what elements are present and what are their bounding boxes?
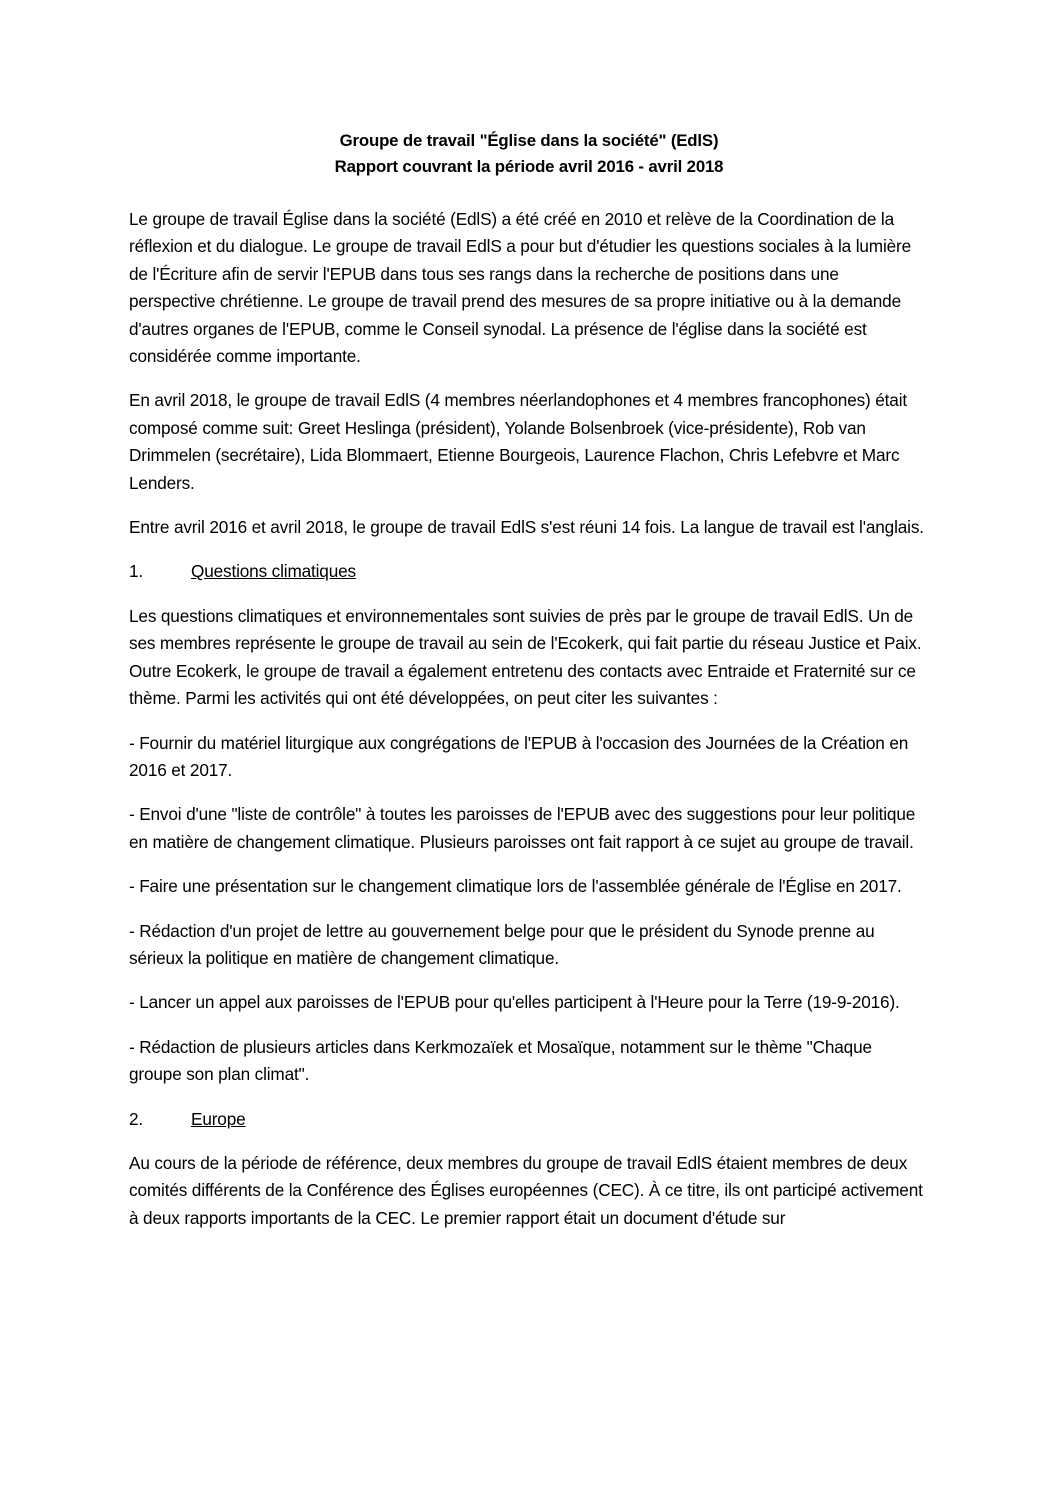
list-item: - Rédaction de plusieurs articles dans Kerkmozaïek et Mosaïque, notamment sur le thème "Chaque groupe son plan climat". bbox=[129, 1036, 872, 1085]
list-item: - Fournir du matériel liturgique aux congrégations de l'EPUB à l'occasion des Journées de la Création en 2016 et 2017. bbox=[129, 732, 909, 780]
section-2-paragraph: Au cours de la période de référence, deux membres du groupe de travail EdlS étaient membres de deux comités différents de la Conférence des Églises européennes (CEC). À ce titre, ils ont participé activement à deux rapports importants de la CEC. Le premier rapport était un document d'étude sur bbox=[129, 1152, 923, 1228]
list-item: - Envoi d'une "liste de contrôle" à toutes les paroisses de l'EPUB avec des suggestions pour leur politique en matière de changement climatique. Plusieurs paroisses ont fait rapport à ce sujet au groupe de travail. bbox=[129, 804, 916, 852]
section-1-heading bbox=[129, 558, 929, 585]
section-2-number: 2. bbox=[129, 1108, 144, 1129]
list-item: - Rédaction d'un projet de lettre au gouvernement belge pour que le président du Synode prenne au sérieux la politique en matière de changement climatique. bbox=[129, 920, 875, 968]
meetings-paragraph: Entre avril 2016 et avril 2018, le groupe de travail EdlS s'est réuni 14 fois. La langue de travail est l'anglais. bbox=[129, 517, 924, 538]
section-2-title: Europe bbox=[191, 1108, 246, 1129]
list-item: - Faire une présentation sur le changement climatique lors de l'assemblée générale de l'Église en 2017. bbox=[129, 876, 902, 897]
section-1-title: Questions climatiques bbox=[191, 561, 356, 582]
section-1-number: 1. bbox=[129, 561, 144, 582]
section-1-paragraph: Les questions climatiques et environnementales sont suivies de près par le groupe de travail EdlS. Un de ses membres représente le groupe de travail au sein de l'Ecokerk, qui fait partie du réseau Justice et Paix. Outre Ecokerk, le groupe de travail a également entretenu des contacts avec Entraide et Fraternité sur ce thème. Parmi les activités qui ont été développées, on peut citer les suivantes : bbox=[129, 605, 922, 709]
title-line-2: Rapport couvrant la période avril 2016 - avril 2018 bbox=[334, 157, 724, 176]
document-title bbox=[129, 128, 929, 180]
document-body bbox=[129, 128, 929, 1249]
list-item: - Lancer un appel aux paroisses de l'EPUB pour qu'elles participent à l'Heure pour la Terre (19-9-2016). bbox=[129, 992, 900, 1013]
members-paragraph: En avril 2018, le groupe de travail EdlS (4 membres néerlandophones et 4 membres francophones) était composé comme suit: Greet Heslinga (président), Yolande Bolsenbroek (vice-présidente), Rob van Drimmelen (secrétaire), Lida Blommaert, Etienne Bourgeois, Laurence Flachon, Chris Lefebvre et Marc Lenders. bbox=[129, 390, 907, 493]
intro-paragraph: Le groupe de travail Église dans la société (EdlS) a été créé en 2010 et relève de la Coordination de la réflexion et du dialogue. Le groupe de travail EdlS a pour but d'étudier les questions sociales à la lumière de l'Écriture afin de servir l'EPUB dans tous ses rangs dans la recherche de positions dans une perspective chrétienne. Le groupe de travail prend des mesures de sa propre initiative ou à la demande d'autres organes de l'EPUB, comme le Conseil synodal. La présence de l'église dans la société est considérée comme importante. bbox=[129, 209, 912, 367]
title-line-1: Groupe de travail "Église dans la société" (EdlS) bbox=[339, 131, 719, 150]
section-2-heading bbox=[129, 1106, 929, 1133]
